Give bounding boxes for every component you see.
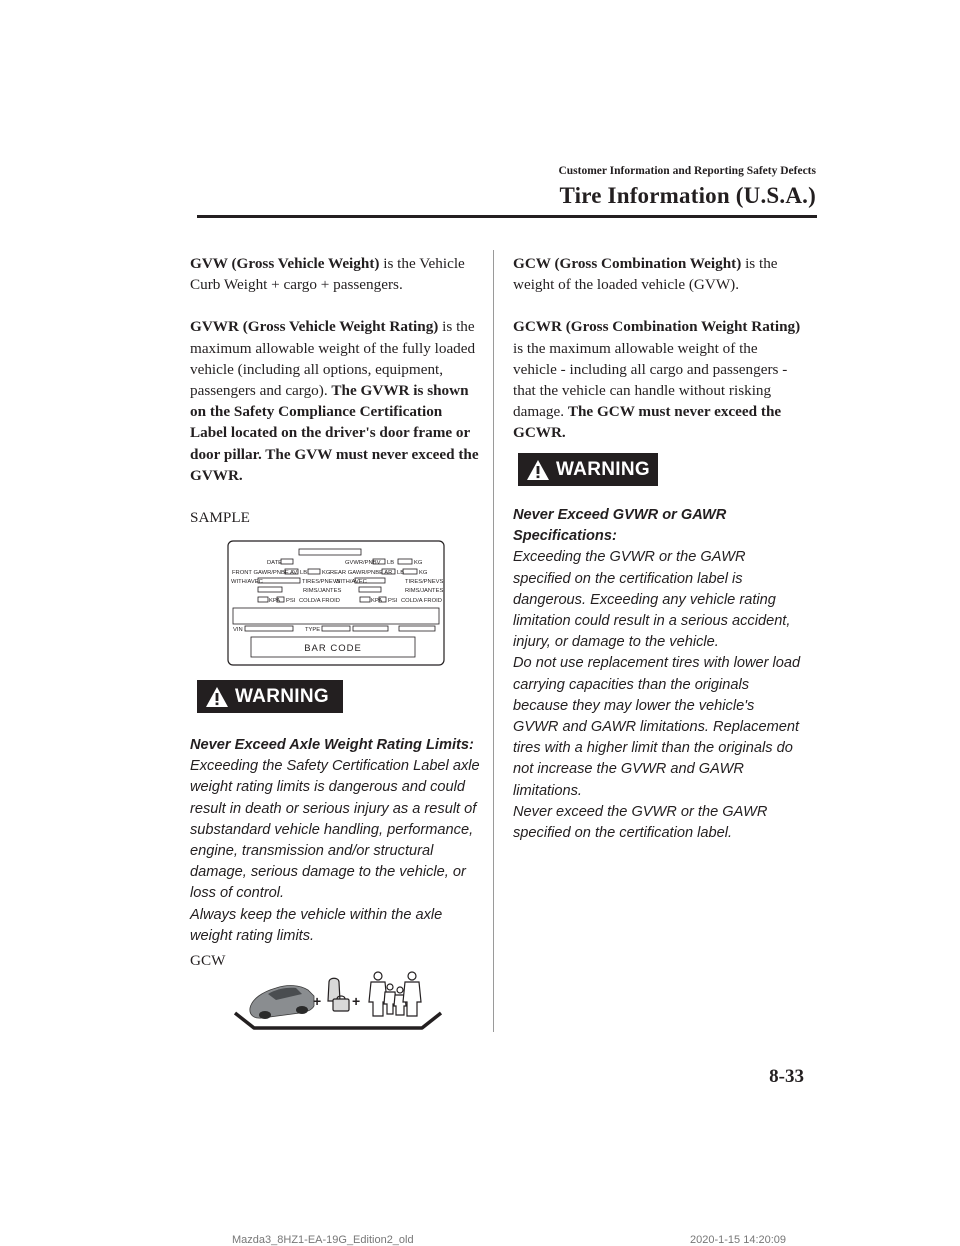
gvwr-term: GVWR (Gross Vehicle Weight Rating) <box>190 318 439 336</box>
warning-body-right-3: Never exceed the GVWR or the GAWR specified on the certification label. <box>513 803 768 842</box>
left-column <box>190 253 480 528</box>
footer-timestamp: 2020-1-15 14:20:09 <box>690 1234 787 1246</box>
gcw-heading: GCW <box>190 952 226 969</box>
label-gvwr: GVWR/PNBV <box>345 560 381 566</box>
gcwr-text: is the maximum allowable weight of the vehicle - including all cargo and passengers - that the vehicle can handle without risking damage. <box>513 339 788 421</box>
warning-body-left: Exceeding the Safety Certification Label axle weight rating limits is dangerous and could result in death or serious injury as a result of substandard vehicle handling, performance, engine, transmission and/or structural damage, serious damage to the vehicle, or loss of control. <box>190 758 480 902</box>
warning-text-left <box>190 735 480 947</box>
label-cold-2: COLD/A FROID <box>401 598 442 604</box>
warning-badge-left <box>197 680 343 713</box>
label-lb-2: LB <box>300 570 308 576</box>
warning-heading-right: Never Exceed GVWR or GAWR Specifications: <box>513 507 727 545</box>
gcw-text: is the weight of the loaded vehicle (GVW). <box>513 255 778 294</box>
passengers-icon <box>369 972 421 1016</box>
gvwr-text: is the maximum allowable weight of the fully loaded vehicle (including all options, equipment, passengers and cargo). <box>190 318 476 400</box>
header-rule <box>197 215 817 218</box>
warning-body-right-2: Do not use replacement tires with lower load carrying capacities than the originals because they may lower the vehicle's GVWR and GAWR limitations. Replacement tires with a higher limit than the originals do not increase the GVWR and GAWR limitations. <box>513 655 801 799</box>
label-rims-1: RIMS/JANTES <box>303 588 342 594</box>
label-tires-1: TIRES/PNEVS <box>302 579 341 585</box>
sample-heading: SAMPLE <box>190 509 250 527</box>
label-psi-2: PSI <box>388 598 398 604</box>
warning-label-left: WARNING <box>235 685 329 707</box>
car-icon <box>250 986 314 1019</box>
right-column <box>513 253 803 444</box>
gvw-text: is the Vehicle Curb Weight + cargo + passengers. <box>190 255 465 294</box>
gcwr-term: GCWR (Gross Combination Weight Rating) <box>513 318 801 336</box>
gvw-term: GVW (Gross Vehicle Weight) <box>190 255 380 272</box>
label-barcode: BAR CODE <box>304 643 362 654</box>
gvwr-bold-note: The GVWR is shown on the Safety Compliance Certification Label located on the driver's door frame or door pillar. The GVW must never exceed the GVWR. <box>190 382 479 484</box>
label-kg-2: KG <box>322 570 331 576</box>
label-type: TYPE <box>305 627 321 633</box>
label-psi-1: PSI <box>286 598 296 604</box>
warning-body-left-2: Always keep the vehicle within the axle weight rating limits. <box>190 906 443 944</box>
label-vin: VIN <box>233 627 243 633</box>
warning-heading-left: Never Exceed Axle Weight Rating Limits: <box>190 737 474 753</box>
label-kpa-1: KPA <box>269 598 281 604</box>
warning-triangle-icon <box>205 686 229 708</box>
warning-label-right: WARNING <box>556 458 650 480</box>
gvwr-paragraph <box>190 316 480 486</box>
section-title: Customer Information and Reporting Safety Defects <box>558 165 816 177</box>
gcw-paragraph <box>513 253 803 295</box>
label-rims-2: RIMS/JANTES <box>405 588 444 594</box>
label-date: DATE <box>267 560 283 566</box>
gcw-illustration <box>232 968 444 1032</box>
label-rear-gawr: REAR GAWR/PNBE AR <box>330 570 393 576</box>
warning-body-right: Exceeding the GVWR or the GAWR specified on the certification label is dangerous. Exceeding any vehicle rating limitation could result in a serious accident, injury, or damage to the vehicle. <box>513 549 791 651</box>
label-cold-1: COLD/A FROID <box>299 598 340 604</box>
label-kg-3: KG <box>419 570 428 576</box>
plus-sign-1: + <box>313 993 322 1009</box>
certification-label-sample <box>227 540 445 666</box>
gcwr-paragraph <box>513 316 803 443</box>
label-kpa-2: KPA <box>371 598 383 604</box>
warning-badge-right <box>518 453 658 486</box>
warning-text-right <box>513 505 803 844</box>
column-divider <box>493 250 494 1032</box>
page-title: Tire Information (U.S.A.) <box>559 183 816 208</box>
gvw-paragraph <box>190 253 480 295</box>
label-tires-2: TIRES/PNEVS <box>405 579 444 585</box>
label-with-avec-2: WITH/AVEC <box>335 579 367 585</box>
footer-filename: Mazda3_8HZ1-EA-19G_Edition2_old <box>232 1234 414 1246</box>
gcw-term: GCW (Gross Combination Weight) <box>513 255 742 272</box>
gcwr-bold-note: The GCW must never exceed the GCWR. <box>513 403 782 442</box>
page-number: 8-33 <box>769 1066 804 1087</box>
plus-sign-2: + <box>352 993 361 1009</box>
cargo-bag-icon <box>328 978 349 1011</box>
label-front-gawr: FRONT GAWR/PNBE AV <box>232 570 298 576</box>
label-lb-1: LB <box>387 560 395 566</box>
label-with-avec-1: WITH/AVEC <box>231 579 263 585</box>
warning-triangle-icon <box>526 459 550 481</box>
label-kg-1: KG <box>414 560 423 566</box>
label-lb-3: LB <box>397 570 405 576</box>
